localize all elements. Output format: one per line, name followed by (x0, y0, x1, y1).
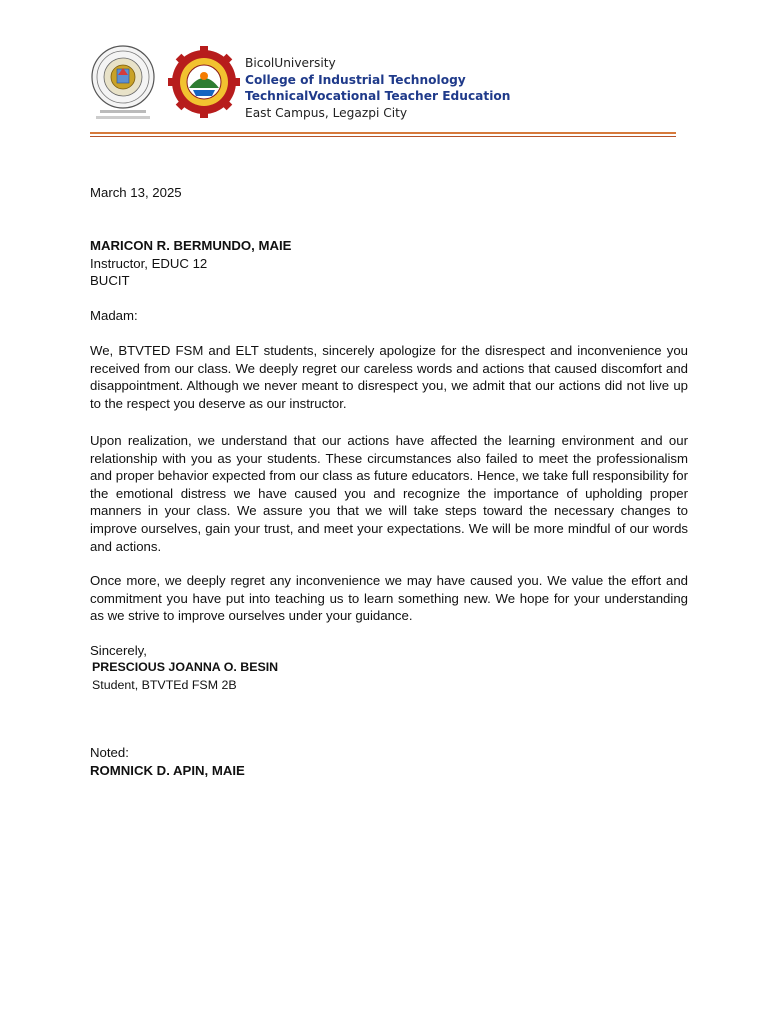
noted-label: Noted: (90, 745, 129, 760)
body-paragraph-1: We, BTVTED FSM and ELT students, sincerely apologize for the disrespect and inconvenience you received from our class. We deeply regret our careless words and actions that caused discomfort and disappointment. Although we never meant to disrespect you, we admit that our actions did not live up to the respect you deserve as our instructor. (90, 343, 688, 411)
recipient-institution: BUCIT (90, 273, 130, 288)
letterhead-text (245, 55, 510, 121)
letter-date: March 13, 2025 (90, 185, 182, 200)
college-name: College of Industrial Technology (245, 72, 466, 87)
campus-address: East Campus, Legazpi City (245, 105, 408, 120)
bicol-university-seal-icon (90, 44, 156, 122)
recipient-name: MARICON R. BERMUNDO, MAIE (90, 238, 292, 253)
cit-gear-seal-icon (168, 46, 240, 118)
recipient-title: Instructor, EDUC 12 (90, 256, 208, 271)
letterhead-divider (90, 132, 676, 134)
university-name: BicolUniversity (245, 56, 336, 70)
body-paragraph-3: Once more, we deeply regret any inconvenience we may have caused you. We value the effort and commitment you have put into teaching us to learn something new. We hope for your understanding as we strive to improve ourselves under your guidance. (90, 573, 688, 624)
signatory-name: PRESCIOUS JOANNA O. BESIN (92, 660, 279, 674)
salutation: Madam: (90, 308, 138, 323)
body-paragraph-2: Upon realization, we understand that our actions have affected the learning environment and our relationship with you as your students. These circumstances also failed to meet the professionalism and proper behavior expected from our class as future educators. Hence, we take full responsibility for the emotional distress we have caused you and recognize the importance of upholding proper manners in your class. We assure you that we will take steps toward the necessary changes to improve ourselves, gain your trust, and meet your expectations. We will be more mindful of our words and actions. (90, 433, 688, 554)
signatory-role: Student, BTVTEd FSM 2B (92, 678, 237, 692)
letterhead-divider-thin (90, 136, 676, 137)
program-name: TechnicalVocational Teacher Education (245, 89, 511, 103)
noted-by-name: ROMNICK D. APIN, MAIE (90, 763, 245, 778)
closing: Sincerely, (90, 643, 147, 658)
